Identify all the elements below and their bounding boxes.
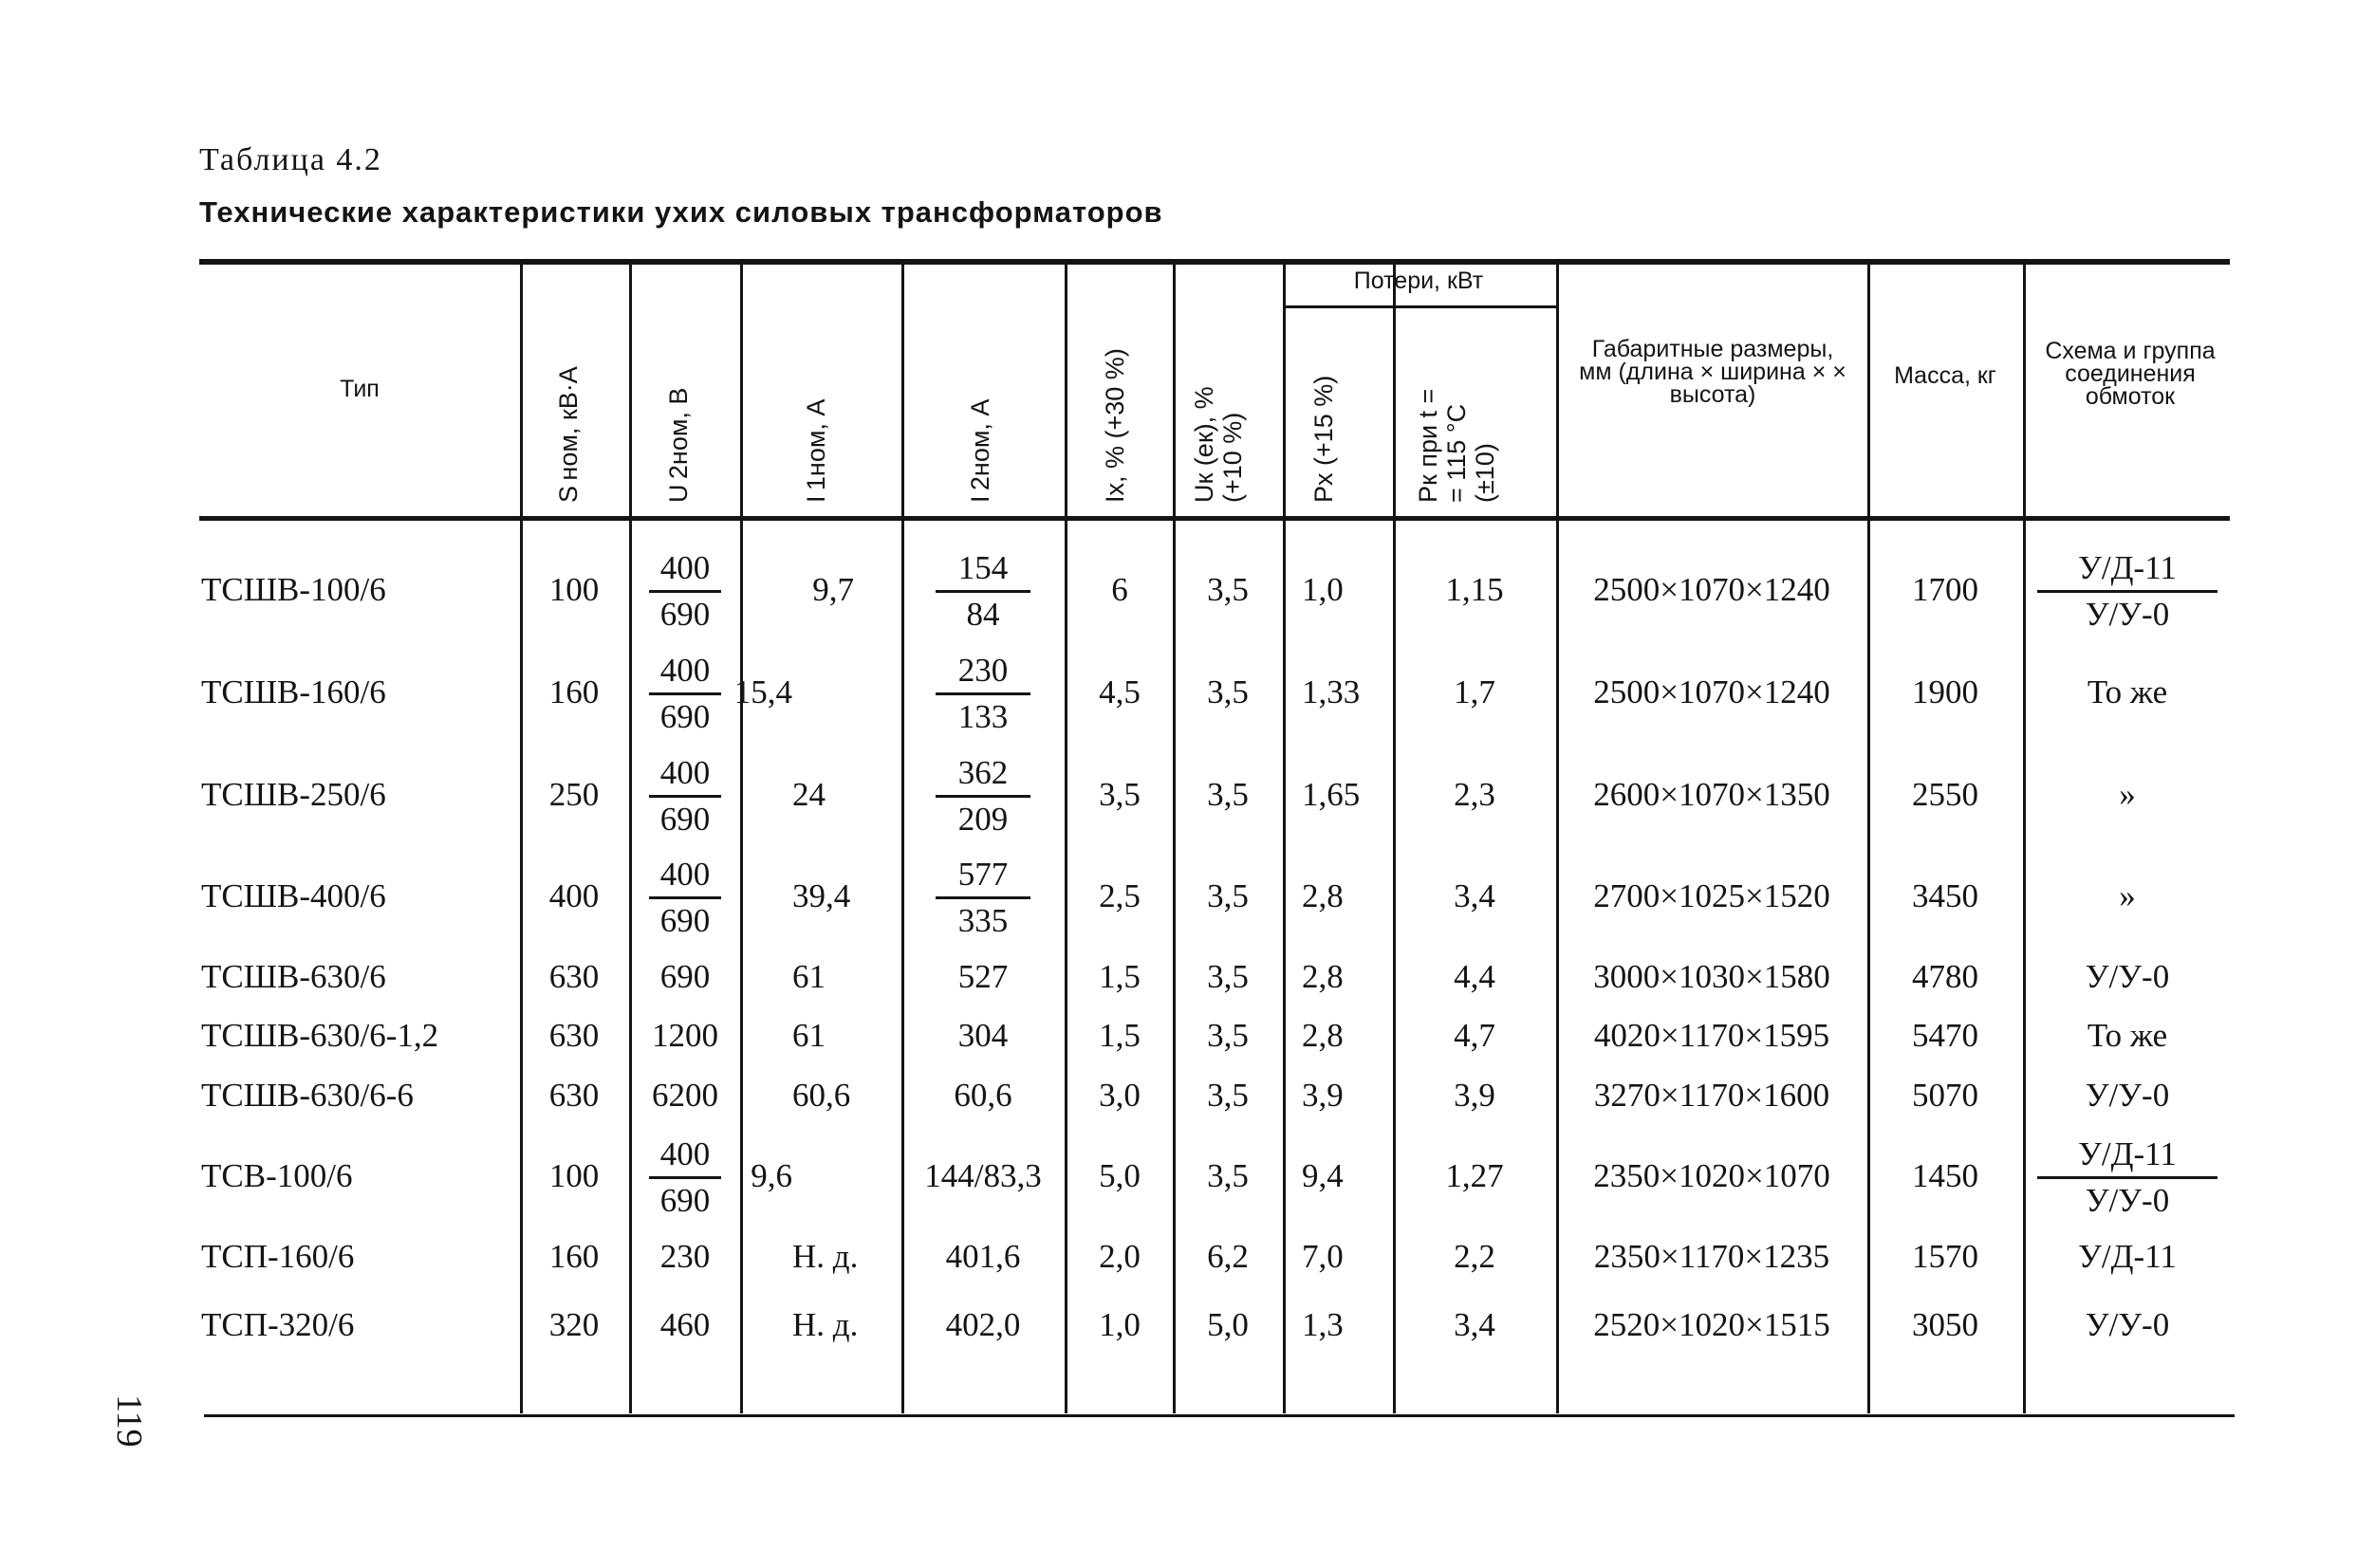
cell-i2-nom: 527 bbox=[957, 958, 1009, 995]
cell-i1-nom: 61 bbox=[792, 1017, 826, 1054]
cell-i2-nom: 401,6 bbox=[945, 1238, 1021, 1275]
cell-type: ТСШВ-630/6-1,2 bbox=[201, 1017, 439, 1054]
cell-s-nom: 400 bbox=[548, 877, 600, 914]
fraction-bar bbox=[936, 692, 1030, 695]
fraction-numerator: 362 bbox=[957, 754, 1009, 791]
cell-u2-nom: 690 bbox=[659, 958, 711, 995]
fraction-denominator: 84 bbox=[966, 596, 1000, 633]
cell-scheme: » bbox=[2119, 877, 2136, 914]
cell-mass: 2550 bbox=[1912, 776, 1978, 813]
cell-dimensions: 2600×1070×1350 bbox=[1593, 776, 1830, 813]
fraction-denominator: 690 bbox=[659, 902, 711, 939]
cell-i2-nom bbox=[936, 548, 1030, 635]
fraction-denominator: 690 bbox=[659, 801, 711, 838]
cell-pk: 4,7 bbox=[1454, 1017, 1495, 1054]
header-i1-nom: I 1ном, А bbox=[802, 398, 830, 503]
header-uk-line2: (+10 %) bbox=[1218, 412, 1247, 503]
fraction-bar bbox=[936, 795, 1030, 798]
header-losses: Потери, кВт bbox=[1353, 267, 1484, 294]
cell-type: ТСШВ-630/6 bbox=[201, 958, 386, 995]
cell-mass: 5470 bbox=[1912, 1017, 1978, 1054]
cell-scheme bbox=[2037, 1134, 2217, 1221]
cell-s-nom: 100 bbox=[548, 571, 600, 608]
cell-u2-nom bbox=[649, 855, 721, 941]
cell-pk: 1,7 bbox=[1454, 673, 1495, 710]
cell-dimensions: 3000×1030×1580 bbox=[1593, 958, 1830, 995]
cell-u2-nom bbox=[649, 548, 721, 635]
fraction-numerator: 400 bbox=[659, 754, 711, 791]
cell-type: ТСШВ-100/6 bbox=[201, 571, 386, 608]
cell-i1-nom: 39,4 bbox=[792, 877, 851, 914]
cell-s-nom: 160 bbox=[548, 1238, 600, 1275]
cell-pk: 3,9 bbox=[1454, 1077, 1495, 1114]
cell-mass: 1900 bbox=[1912, 673, 1978, 710]
cell-pk: 1,15 bbox=[1445, 571, 1504, 608]
cell-pk: 4,4 bbox=[1454, 958, 1495, 995]
cell-pk: 1,27 bbox=[1445, 1157, 1504, 1194]
cell-dimensions: 2350×1170×1235 bbox=[1593, 1238, 1830, 1275]
header-type: Тип bbox=[340, 376, 380, 402]
cell-ix: 2,0 bbox=[1099, 1238, 1141, 1275]
cell-dimensions: 2520×1020×1515 bbox=[1593, 1306, 1830, 1343]
header-uk-line1: Uк (eк), % bbox=[1190, 386, 1218, 503]
column-divider bbox=[1173, 262, 1176, 1413]
cell-i1-nom: Н. д. bbox=[792, 1306, 859, 1343]
cell-mass: 4780 bbox=[1912, 958, 1978, 995]
cell-dimensions: 2500×1070×1240 bbox=[1593, 673, 1830, 710]
column-divider bbox=[1065, 262, 1067, 1413]
cell-s-nom: 630 bbox=[548, 1077, 600, 1114]
cell-mass: 1450 bbox=[1912, 1157, 1978, 1194]
cell-ix: 1,0 bbox=[1099, 1306, 1141, 1343]
cell-type: ТСШВ-630/6-6 bbox=[201, 1077, 414, 1114]
cell-ix: 3,5 bbox=[1099, 776, 1141, 813]
cell-u2-nom: 6200 bbox=[652, 1077, 718, 1114]
cell-type: ТСП-320/6 bbox=[201, 1306, 355, 1343]
cell-mass: 3050 bbox=[1912, 1306, 1978, 1343]
cell-s-nom: 630 bbox=[548, 1017, 600, 1054]
cell-i2-nom: 304 bbox=[957, 1017, 1009, 1054]
cell-s-nom: 100 bbox=[548, 1157, 600, 1194]
cell-px: 2,8 bbox=[1302, 958, 1344, 995]
header-s-nom: S ном, кВ·А bbox=[554, 366, 583, 503]
fraction-bar bbox=[2037, 590, 2217, 593]
cell-u2-nom: 1200 bbox=[652, 1017, 718, 1054]
fraction-numerator: 400 bbox=[659, 856, 711, 893]
fraction-bar bbox=[936, 896, 1030, 899]
cell-px: 1,65 bbox=[1302, 776, 1361, 813]
header-scheme: Схема и группа соединения обмоток bbox=[2045, 338, 2216, 410]
cell-scheme: » bbox=[2119, 776, 2136, 813]
table-title: Технические характеристики ухих силовых трансформаторов bbox=[199, 195, 1163, 229]
fraction-numerator: У/Д-11 bbox=[2078, 1135, 2177, 1172]
cell-i1-nom: 9,7 bbox=[812, 571, 854, 608]
fraction-bar bbox=[649, 590, 721, 593]
table-bottom-rule bbox=[204, 1414, 2235, 1417]
fraction-numerator: 154 bbox=[957, 549, 1009, 586]
cell-pk: 3,4 bbox=[1454, 1306, 1495, 1343]
cell-uk: 5,0 bbox=[1207, 1306, 1249, 1343]
header-bottom-rule bbox=[199, 516, 2230, 521]
column-divider bbox=[740, 262, 743, 1413]
cell-i2-nom bbox=[936, 855, 1030, 941]
column-divider bbox=[1283, 262, 1286, 1413]
fraction-numerator: 400 bbox=[659, 1135, 711, 1172]
cell-s-nom: 630 bbox=[548, 958, 600, 995]
cell-scheme: У/У-0 bbox=[2085, 958, 2170, 995]
cell-uk: 3,5 bbox=[1207, 1157, 1249, 1194]
column-divider bbox=[1867, 262, 1870, 1413]
cell-pk: 2,2 bbox=[1454, 1238, 1495, 1275]
cell-i2-nom: 60,6 bbox=[954, 1077, 1012, 1114]
cell-ix: 6 bbox=[1111, 571, 1128, 608]
fraction-denominator: 690 bbox=[659, 1182, 711, 1219]
column-divider bbox=[520, 262, 523, 1413]
fraction-numerator: 400 bbox=[659, 549, 711, 586]
cell-ix: 1,5 bbox=[1099, 1017, 1141, 1054]
cell-type: ТСШВ-160/6 bbox=[201, 673, 386, 710]
cell-type: ТСП-160/6 bbox=[201, 1238, 355, 1275]
cell-px: 3,9 bbox=[1302, 1077, 1344, 1114]
cell-mass: 3450 bbox=[1912, 877, 1978, 914]
cell-mass: 5070 bbox=[1912, 1077, 1978, 1114]
cell-uk: 3,5 bbox=[1207, 1017, 1249, 1054]
cell-i2-nom bbox=[936, 651, 1030, 737]
fraction-numerator: У/Д-11 bbox=[2078, 549, 2177, 586]
cell-px: 9,4 bbox=[1302, 1157, 1344, 1194]
cell-scheme: У/У-0 bbox=[2085, 1077, 2170, 1114]
cell-uk: 3,5 bbox=[1207, 571, 1249, 608]
cell-i2-nom: 144/83,3 bbox=[924, 1157, 1042, 1194]
fraction-numerator: 577 bbox=[957, 856, 1009, 893]
header-i2-nom: I 2ном, А bbox=[966, 398, 994, 503]
cell-i1-nom: 15,4 bbox=[733, 673, 792, 710]
column-divider bbox=[2023, 262, 2026, 1413]
cell-i1-nom: Н. д. bbox=[792, 1238, 859, 1275]
header-u2-nom: U 2ном, В bbox=[664, 387, 693, 503]
column-divider bbox=[901, 262, 904, 1413]
cell-px: 2,8 bbox=[1302, 877, 1344, 914]
cell-i2-nom bbox=[936, 753, 1030, 839]
fraction-bar bbox=[649, 896, 721, 899]
cell-dimensions: 4020×1170×1595 bbox=[1593, 1017, 1830, 1054]
fraction-denominator: 690 bbox=[659, 596, 711, 633]
fraction-denominator: 209 bbox=[957, 801, 1009, 838]
cell-dimensions: 3270×1170×1600 bbox=[1593, 1077, 1830, 1114]
cell-s-nom: 320 bbox=[548, 1306, 600, 1343]
cell-px: 1,3 bbox=[1302, 1306, 1344, 1343]
cell-uk: 3,5 bbox=[1207, 1077, 1249, 1114]
cell-ix: 2,5 bbox=[1099, 877, 1141, 914]
header-px: Pх (+15 %) bbox=[1309, 375, 1338, 503]
cell-mass: 1570 bbox=[1912, 1238, 1978, 1275]
cell-dimensions: 2350×1020×1070 bbox=[1593, 1157, 1830, 1194]
cell-scheme: То же bbox=[2087, 673, 2168, 710]
fraction-numerator: 230 bbox=[957, 652, 1009, 689]
cell-scheme: То же bbox=[2087, 1017, 2168, 1054]
cell-mass: 1700 bbox=[1912, 571, 1978, 608]
cell-scheme bbox=[2037, 548, 2217, 635]
fraction-denominator: 335 bbox=[957, 902, 1009, 939]
column-divider bbox=[629, 262, 632, 1413]
table-top-rule bbox=[199, 259, 2230, 265]
cell-dimensions: 2500×1070×1240 bbox=[1593, 571, 1830, 608]
column-divider bbox=[1393, 262, 1396, 1413]
cell-i1-nom: 24 bbox=[792, 776, 826, 813]
cell-scheme: У/У-0 bbox=[2085, 1306, 2170, 1343]
cell-u2-nom bbox=[649, 753, 721, 839]
cell-i1-nom: 60,6 bbox=[792, 1077, 851, 1114]
cell-type: ТСВ-100/6 bbox=[201, 1157, 353, 1194]
fraction-numerator: 400 bbox=[659, 652, 711, 689]
header-pk-line2: = 115 °С bbox=[1442, 403, 1471, 503]
cell-ix: 4,5 bbox=[1099, 673, 1141, 710]
cell-s-nom: 250 bbox=[548, 776, 600, 813]
header-pk-line3: (±10) bbox=[1471, 443, 1499, 503]
cell-px: 1,33 bbox=[1302, 673, 1361, 710]
page-number: 119 bbox=[109, 1394, 149, 1448]
cell-s-nom: 160 bbox=[548, 673, 600, 710]
cell-i1-nom: 61 bbox=[792, 958, 826, 995]
cell-pk: 2,3 bbox=[1454, 776, 1495, 813]
header-mass: Масса, кг bbox=[1894, 362, 1996, 389]
header-ix: Iх, % (+30 %) bbox=[1101, 348, 1129, 503]
cell-uk: 6,2 bbox=[1207, 1238, 1249, 1275]
fraction-denominator: У/У-0 bbox=[2085, 1182, 2170, 1219]
header-dimensions: Габаритные размеры, мм (длина × ширина × × высота) bbox=[1579, 336, 1846, 408]
losses-group-rule bbox=[1283, 305, 1556, 308]
fraction-denominator: 133 bbox=[957, 698, 1009, 735]
cell-ix: 5,0 bbox=[1099, 1157, 1141, 1194]
fraction-bar bbox=[936, 590, 1030, 593]
cell-u2-nom: 460 bbox=[659, 1306, 711, 1343]
cell-scheme: У/Д-11 bbox=[2078, 1238, 2177, 1275]
cell-ix: 3,0 bbox=[1099, 1077, 1141, 1114]
cell-uk: 3,5 bbox=[1207, 958, 1249, 995]
cell-dimensions: 2700×1025×1520 bbox=[1593, 877, 1830, 914]
cell-i2-nom: 402,0 bbox=[945, 1306, 1021, 1343]
cell-px: 2,8 bbox=[1302, 1017, 1344, 1054]
cell-ix: 1,5 bbox=[1099, 958, 1141, 995]
cell-uk: 3,5 bbox=[1207, 673, 1249, 710]
cell-i1-nom: 9,6 bbox=[751, 1157, 792, 1194]
cell-type: ТСШВ-250/6 bbox=[201, 776, 386, 813]
cell-px: 7,0 bbox=[1302, 1238, 1344, 1275]
column-divider bbox=[1556, 262, 1559, 1413]
table-label: Таблица 4.2 bbox=[199, 142, 382, 177]
cell-u2-nom: 230 bbox=[659, 1238, 711, 1275]
cell-px: 1,0 bbox=[1302, 571, 1344, 608]
fraction-denominator: У/У-0 bbox=[2085, 596, 2170, 633]
fraction-bar bbox=[649, 795, 721, 798]
cell-uk: 3,5 bbox=[1207, 877, 1249, 914]
cell-uk: 3,5 bbox=[1207, 776, 1249, 813]
fraction-bar bbox=[2037, 1176, 2217, 1179]
cell-type: ТСШВ-400/6 bbox=[201, 877, 386, 914]
fraction-denominator: 690 bbox=[659, 698, 711, 735]
header-pk-line1: Pк при t = bbox=[1414, 388, 1442, 503]
cell-pk: 3,4 bbox=[1454, 877, 1495, 914]
